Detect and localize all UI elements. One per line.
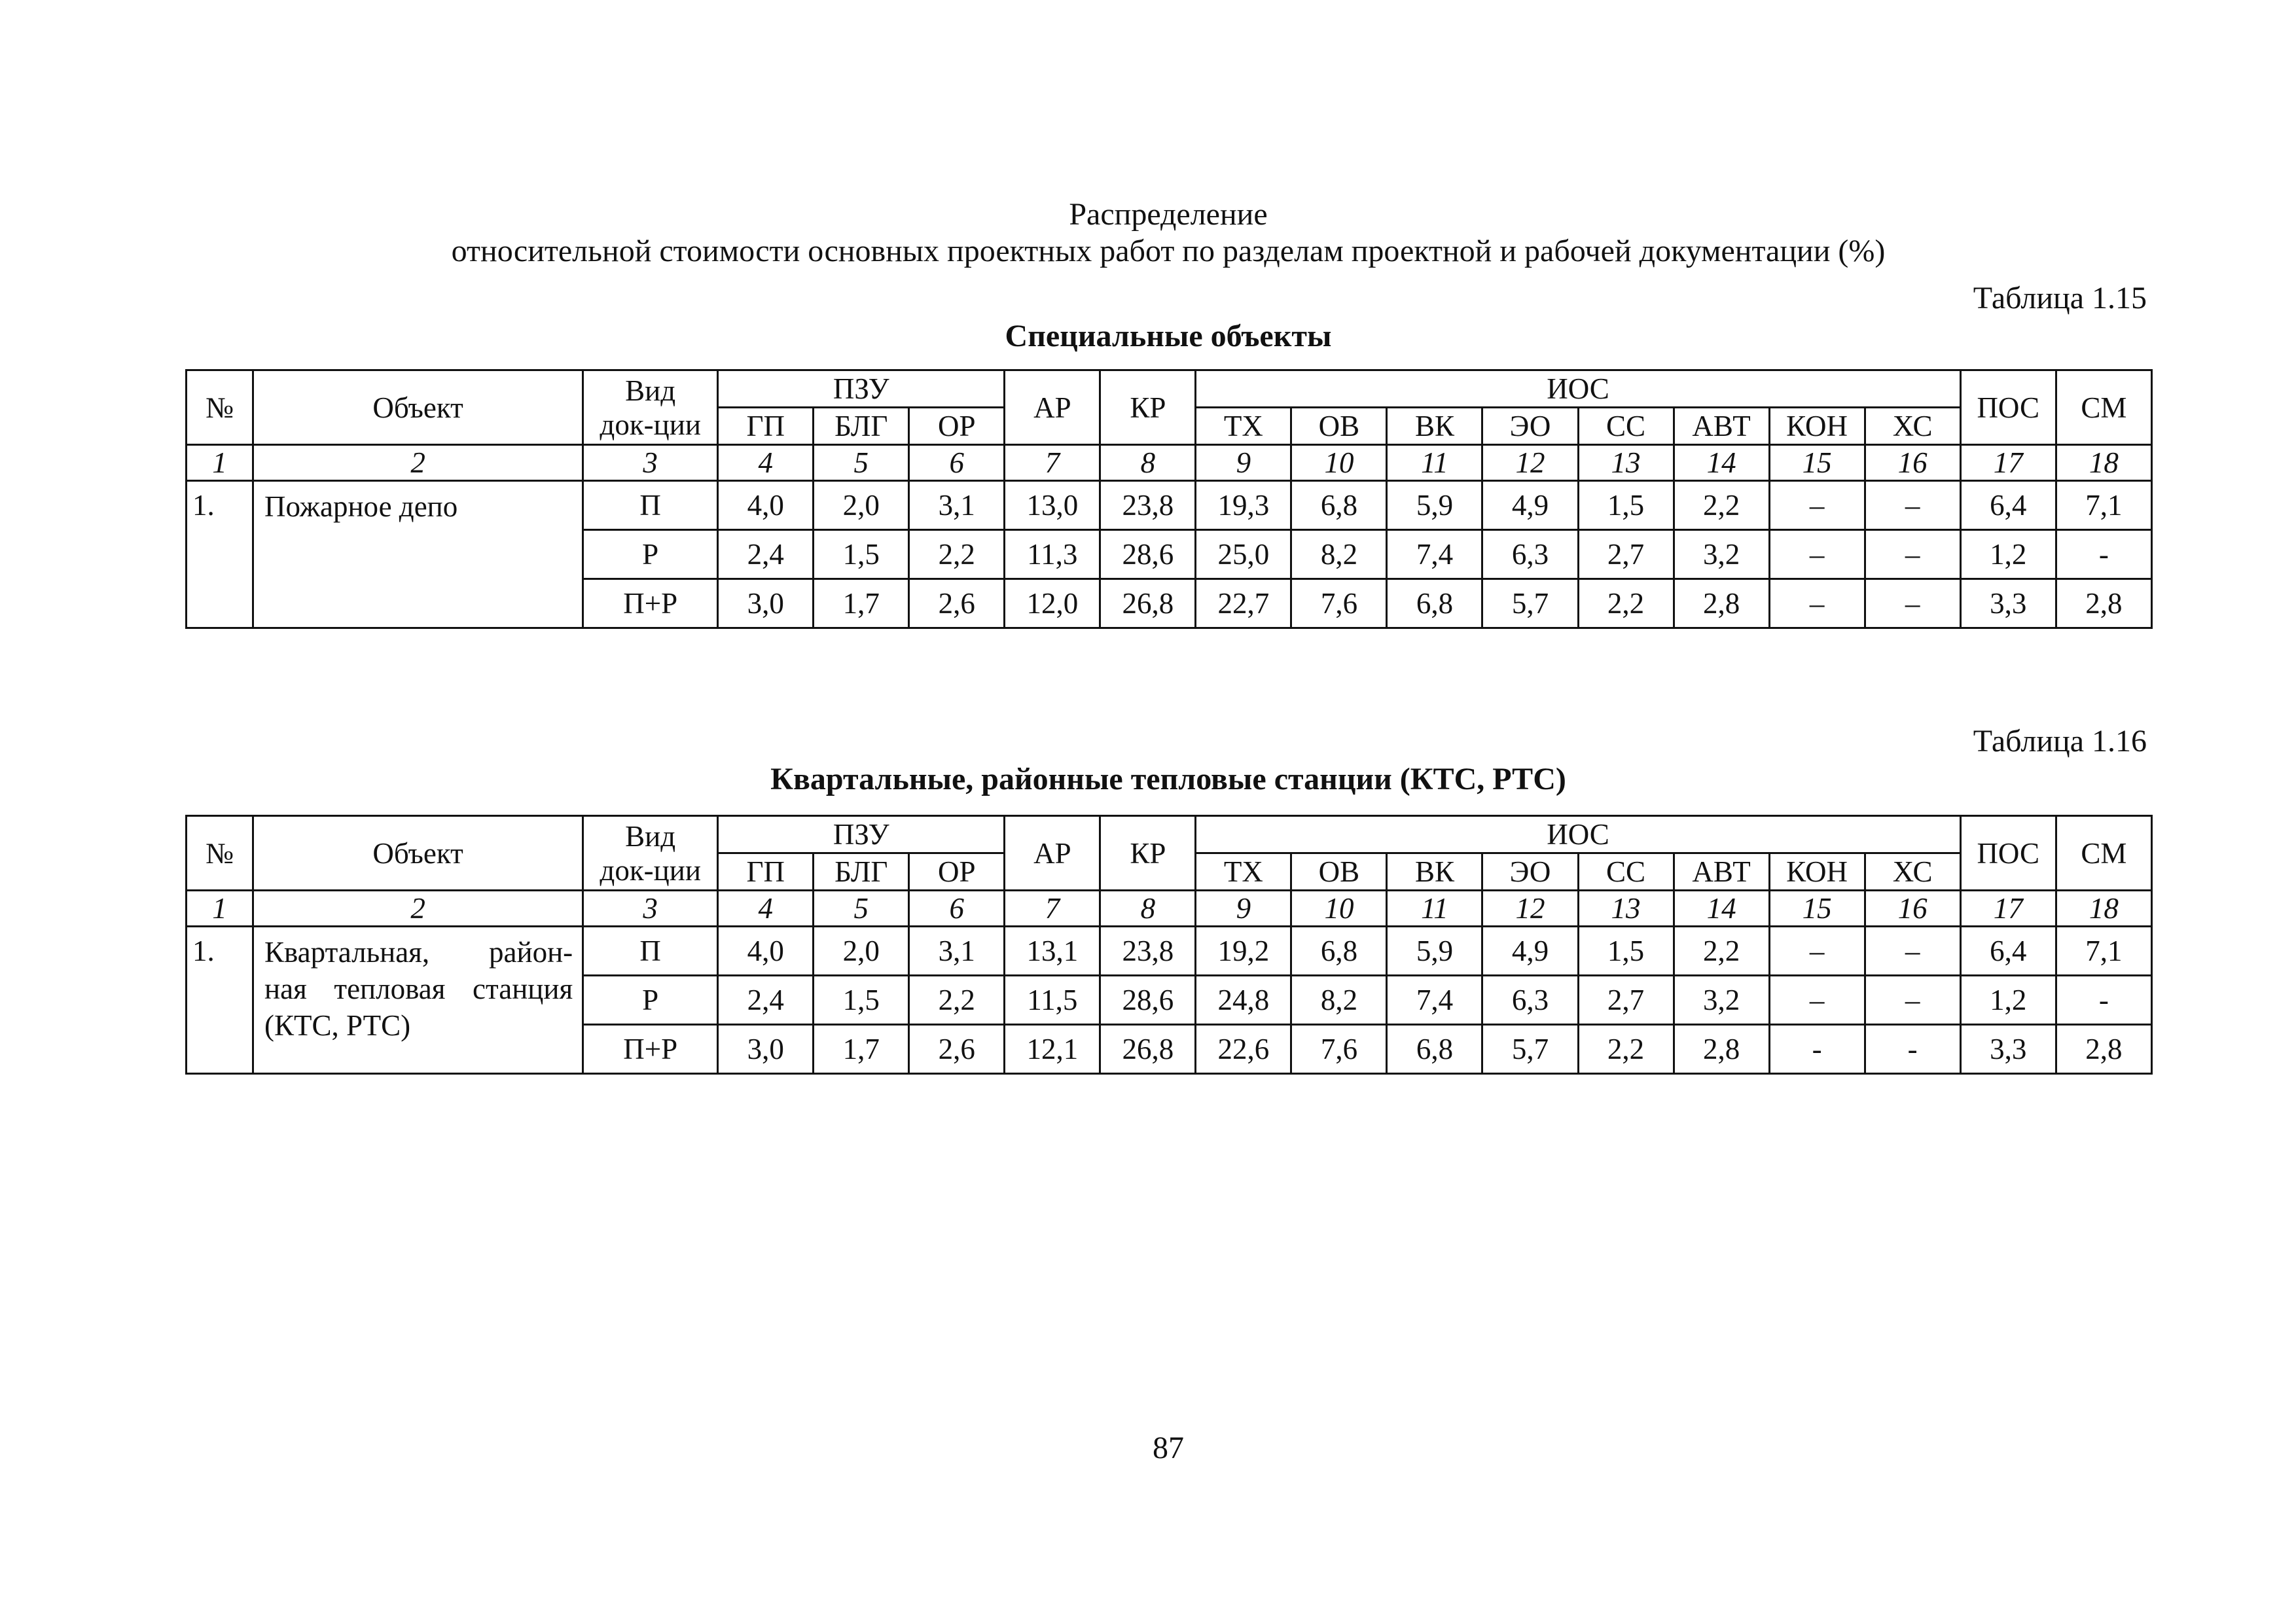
value-cell: 4,9 xyxy=(1482,481,1578,530)
column-number-cell: 12 xyxy=(1482,891,1578,927)
header-kon: КОН xyxy=(1769,853,1865,891)
value-cell: 2,4 xyxy=(718,976,814,1025)
row-number: 1. xyxy=(187,927,253,1074)
value-cell: 5,9 xyxy=(1387,927,1482,976)
value-cell: 12,1 xyxy=(1005,1025,1100,1074)
header-ios: ИОС xyxy=(1196,816,1960,853)
value-cell: 22,6 xyxy=(1196,1025,1291,1074)
value-cell: 11,5 xyxy=(1005,976,1100,1025)
value-cell: – xyxy=(1769,530,1865,579)
value-cell: 19,3 xyxy=(1196,481,1291,530)
value-cell: 7,4 xyxy=(1387,976,1482,1025)
header-no: № xyxy=(187,816,253,891)
column-number-cell: 3 xyxy=(583,445,718,481)
value-cell: 2,6 xyxy=(909,579,1005,628)
doc-type-cell: П xyxy=(583,927,718,976)
value-cell: 2,0 xyxy=(814,481,909,530)
header-gp: ГП xyxy=(718,853,814,891)
header-tx: ТХ xyxy=(1196,408,1291,445)
value-cell: 6,4 xyxy=(1960,481,2056,530)
column-number-cell: 8 xyxy=(1100,891,1196,927)
column-number-cell: 1 xyxy=(187,445,253,481)
value-cell: 13,0 xyxy=(1005,481,1100,530)
value-cell: 23,8 xyxy=(1100,927,1196,976)
value-cell: 24,8 xyxy=(1196,976,1291,1025)
value-cell: 6,8 xyxy=(1387,579,1482,628)
value-cell: 1,5 xyxy=(814,530,909,579)
doc-type-cell: Р xyxy=(583,976,718,1025)
header-ov: ОВ xyxy=(1291,853,1387,891)
value-cell: 12,0 xyxy=(1005,579,1100,628)
column-number-cell: 5 xyxy=(814,891,909,927)
value-cell: - xyxy=(2056,976,2151,1025)
column-number-cell: 14 xyxy=(1674,891,1769,927)
column-number-cell: 9 xyxy=(1196,891,1291,927)
table-label-1-15: Таблица 1.15 xyxy=(1973,281,2147,315)
object-name-line: Пожарное депо xyxy=(264,490,458,523)
doc-type-cell: Р xyxy=(583,530,718,579)
cost-table-special-objects xyxy=(185,369,2153,629)
value-cell: 3,0 xyxy=(718,1025,814,1074)
column-number-row xyxy=(187,891,2152,927)
column-number-row xyxy=(187,445,2152,481)
value-cell: 28,6 xyxy=(1100,976,1196,1025)
value-cell: 2,2 xyxy=(909,530,1005,579)
column-number-cell: 7 xyxy=(1005,445,1100,481)
value-cell: 7,1 xyxy=(2056,481,2151,530)
value-cell: 7,6 xyxy=(1291,1025,1387,1074)
value-cell: – xyxy=(1769,927,1865,976)
page-number: 87 xyxy=(1153,1431,1184,1465)
column-number-cell: 2 xyxy=(253,891,583,927)
value-cell: - xyxy=(1769,1025,1865,1074)
value-cell: 8,2 xyxy=(1291,976,1387,1025)
value-cell: 7,6 xyxy=(1291,579,1387,628)
value-cell: – xyxy=(1865,481,1960,530)
value-cell: 28,6 xyxy=(1100,530,1196,579)
value-cell: 2,7 xyxy=(1578,530,1674,579)
value-cell: 6,4 xyxy=(1960,927,2056,976)
value-cell: 2,8 xyxy=(1674,1025,1769,1074)
column-number-cell: 8 xyxy=(1100,445,1196,481)
value-cell: 6,8 xyxy=(1291,927,1387,976)
header-doc-type-line1: Вид xyxy=(625,374,676,407)
column-number-cell: 13 xyxy=(1578,445,1674,481)
column-number-cell: 6 xyxy=(909,891,1005,927)
value-cell: – xyxy=(1865,579,1960,628)
value-cell: 5,7 xyxy=(1482,579,1578,628)
value-cell: 1,5 xyxy=(1578,927,1674,976)
header-ar: АР xyxy=(1005,816,1100,891)
doc-type-cell: П+Р xyxy=(583,579,718,628)
value-cell: 5,7 xyxy=(1482,1025,1578,1074)
value-cell: 3,2 xyxy=(1674,530,1769,579)
header-vk: ВК xyxy=(1387,853,1482,891)
value-cell: 7,4 xyxy=(1387,530,1482,579)
column-number-cell: 11 xyxy=(1387,891,1482,927)
column-number-cell: 18 xyxy=(2056,445,2151,481)
header-or: ОР xyxy=(909,408,1005,445)
column-number-cell: 4 xyxy=(718,891,814,927)
value-cell: 2,2 xyxy=(1578,579,1674,628)
header-avt: АВТ xyxy=(1674,853,1769,891)
value-cell: – xyxy=(1865,530,1960,579)
value-cell: 2,4 xyxy=(718,530,814,579)
doc-heading-line2: относительной стоимости основных проектных работ по разделам проектной и рабочей документации (%) xyxy=(451,234,1886,268)
column-number-cell: 14 xyxy=(1674,445,1769,481)
header-ss: СС xyxy=(1578,408,1674,445)
object-name xyxy=(253,481,583,628)
value-cell: 4,0 xyxy=(718,927,814,976)
value-cell: 26,8 xyxy=(1100,579,1196,628)
value-cell: 3,2 xyxy=(1674,976,1769,1025)
value-cell: 5,9 xyxy=(1387,481,1482,530)
column-number-cell: 10 xyxy=(1291,445,1387,481)
value-cell: 2,2 xyxy=(909,976,1005,1025)
value-cell: 6,8 xyxy=(1387,1025,1482,1074)
value-cell: 13,1 xyxy=(1005,927,1100,976)
row-number: 1. xyxy=(187,481,253,628)
table-caption-special-objects: Специальные объекты xyxy=(1005,319,1332,353)
header-object: Объект xyxy=(253,816,583,891)
value-cell: 3,3 xyxy=(1960,1025,2056,1074)
header-ov: ОВ xyxy=(1291,408,1387,445)
header-pzu: ПЗУ xyxy=(718,370,1005,408)
column-number-cell: 2 xyxy=(253,445,583,481)
table-label-1-16: Таблица 1.16 xyxy=(1973,724,2147,758)
column-number-cell: 17 xyxy=(1960,891,2056,927)
header-vk: ВК xyxy=(1387,408,1482,445)
column-number-cell: 15 xyxy=(1769,891,1865,927)
value-cell: 3,1 xyxy=(909,481,1005,530)
value-cell: – xyxy=(1769,481,1865,530)
header-sm: СМ xyxy=(2056,370,2151,445)
header-or: ОР xyxy=(909,853,1005,891)
header-doc-type xyxy=(583,816,718,891)
header-blg: БЛГ xyxy=(814,408,909,445)
value-cell: 23,8 xyxy=(1100,481,1196,530)
object-name xyxy=(253,927,583,1074)
header-doc-type xyxy=(583,370,718,445)
value-cell: 11,3 xyxy=(1005,530,1100,579)
column-number-cell: 13 xyxy=(1578,891,1674,927)
header-tx: ТХ xyxy=(1196,853,1291,891)
header-no: № xyxy=(187,370,253,445)
header-ar: АР xyxy=(1005,370,1100,445)
value-cell: 3,1 xyxy=(909,927,1005,976)
value-cell: 1,2 xyxy=(1960,976,2056,1025)
header-ios: ИОС xyxy=(1196,370,1960,408)
header-xs: ХС xyxy=(1865,408,1960,445)
value-cell: 25,0 xyxy=(1196,530,1291,579)
value-cell: – xyxy=(1865,976,1960,1025)
header-doc-type-line1: Вид xyxy=(625,819,676,853)
header-gp: ГП xyxy=(718,408,814,445)
value-cell: 2,8 xyxy=(2056,579,2151,628)
value-cell: 6,3 xyxy=(1482,976,1578,1025)
header-eo: ЭО xyxy=(1482,408,1578,445)
column-number-cell: 9 xyxy=(1196,445,1291,481)
header-pos: ПОС xyxy=(1960,816,2056,891)
value-cell: 2,2 xyxy=(1674,927,1769,976)
value-cell: 4,0 xyxy=(718,481,814,530)
value-cell: 2,6 xyxy=(909,1025,1005,1074)
column-number-cell: 10 xyxy=(1291,891,1387,927)
object-name-line: Квартальная, район- xyxy=(264,936,573,969)
value-cell: 7,1 xyxy=(2056,927,2151,976)
value-cell: - xyxy=(2056,530,2151,579)
header-doc-type-line2: док-ции xyxy=(600,853,701,887)
table-row xyxy=(187,927,2152,976)
column-number-cell: 1 xyxy=(187,891,253,927)
value-cell: 3,3 xyxy=(1960,579,2056,628)
header-kon: КОН xyxy=(1769,408,1865,445)
column-number-cell: 15 xyxy=(1769,445,1865,481)
value-cell: 1,5 xyxy=(1578,481,1674,530)
value-cell: 4,9 xyxy=(1482,927,1578,976)
header-object: Объект xyxy=(253,370,583,445)
value-cell: - xyxy=(1865,1025,1960,1074)
column-number-cell: 16 xyxy=(1865,445,1960,481)
column-number-cell: 12 xyxy=(1482,445,1578,481)
value-cell: – xyxy=(1769,976,1865,1025)
header-eo: ЭО xyxy=(1482,853,1578,891)
value-cell: 2,0 xyxy=(814,927,909,976)
doc-heading-line1: Распределение xyxy=(1069,197,1268,232)
value-cell: 2,8 xyxy=(1674,579,1769,628)
value-cell: 2,8 xyxy=(2056,1025,2151,1074)
column-number-cell: 3 xyxy=(583,891,718,927)
value-cell: 6,3 xyxy=(1482,530,1578,579)
doc-type-cell: П xyxy=(583,481,718,530)
value-cell: 8,2 xyxy=(1291,530,1387,579)
header-avt: АВТ xyxy=(1674,408,1769,445)
column-number-cell: 11 xyxy=(1387,445,1482,481)
value-cell: 1,5 xyxy=(814,976,909,1025)
column-number-cell: 17 xyxy=(1960,445,2056,481)
value-cell: 2,7 xyxy=(1578,976,1674,1025)
header-ss: СС xyxy=(1578,853,1674,891)
value-cell: 2,2 xyxy=(1578,1025,1674,1074)
value-cell: 22,7 xyxy=(1196,579,1291,628)
value-cell: 26,8 xyxy=(1100,1025,1196,1074)
header-kr: КР xyxy=(1100,816,1196,891)
value-cell: 19,2 xyxy=(1196,927,1291,976)
value-cell: – xyxy=(1769,579,1865,628)
column-number-cell: 18 xyxy=(2056,891,2151,927)
column-number-cell: 4 xyxy=(718,445,814,481)
value-cell: 1,2 xyxy=(1960,530,2056,579)
value-cell: 2,2 xyxy=(1674,481,1769,530)
header-sm: СМ xyxy=(2056,816,2151,891)
column-number-cell: 6 xyxy=(909,445,1005,481)
header-kr: КР xyxy=(1100,370,1196,445)
object-name-line: ная тепловая станция xyxy=(264,972,573,1005)
cost-table-heat-stations xyxy=(185,815,2153,1075)
value-cell: 1,7 xyxy=(814,1025,909,1074)
header-blg: БЛГ xyxy=(814,853,909,891)
header-pos: ПОС xyxy=(1960,370,2056,445)
value-cell: 6,8 xyxy=(1291,481,1387,530)
header-xs: ХС xyxy=(1865,853,1960,891)
value-cell: 3,0 xyxy=(718,579,814,628)
header-doc-type-line2: док-ции xyxy=(600,408,701,441)
doc-type-cell: П+Р xyxy=(583,1025,718,1074)
header-pzu: ПЗУ xyxy=(718,816,1005,853)
table-caption-heat-stations: Квартальные, районные тепловые станции (КТС, РТС) xyxy=(770,762,1566,796)
column-number-cell: 7 xyxy=(1005,891,1100,927)
column-number-cell: 16 xyxy=(1865,891,1960,927)
table-row xyxy=(187,481,2152,530)
value-cell: 1,7 xyxy=(814,579,909,628)
column-number-cell: 5 xyxy=(814,445,909,481)
value-cell: – xyxy=(1865,927,1960,976)
object-name-line: (КТС, РТС) xyxy=(264,1009,411,1042)
